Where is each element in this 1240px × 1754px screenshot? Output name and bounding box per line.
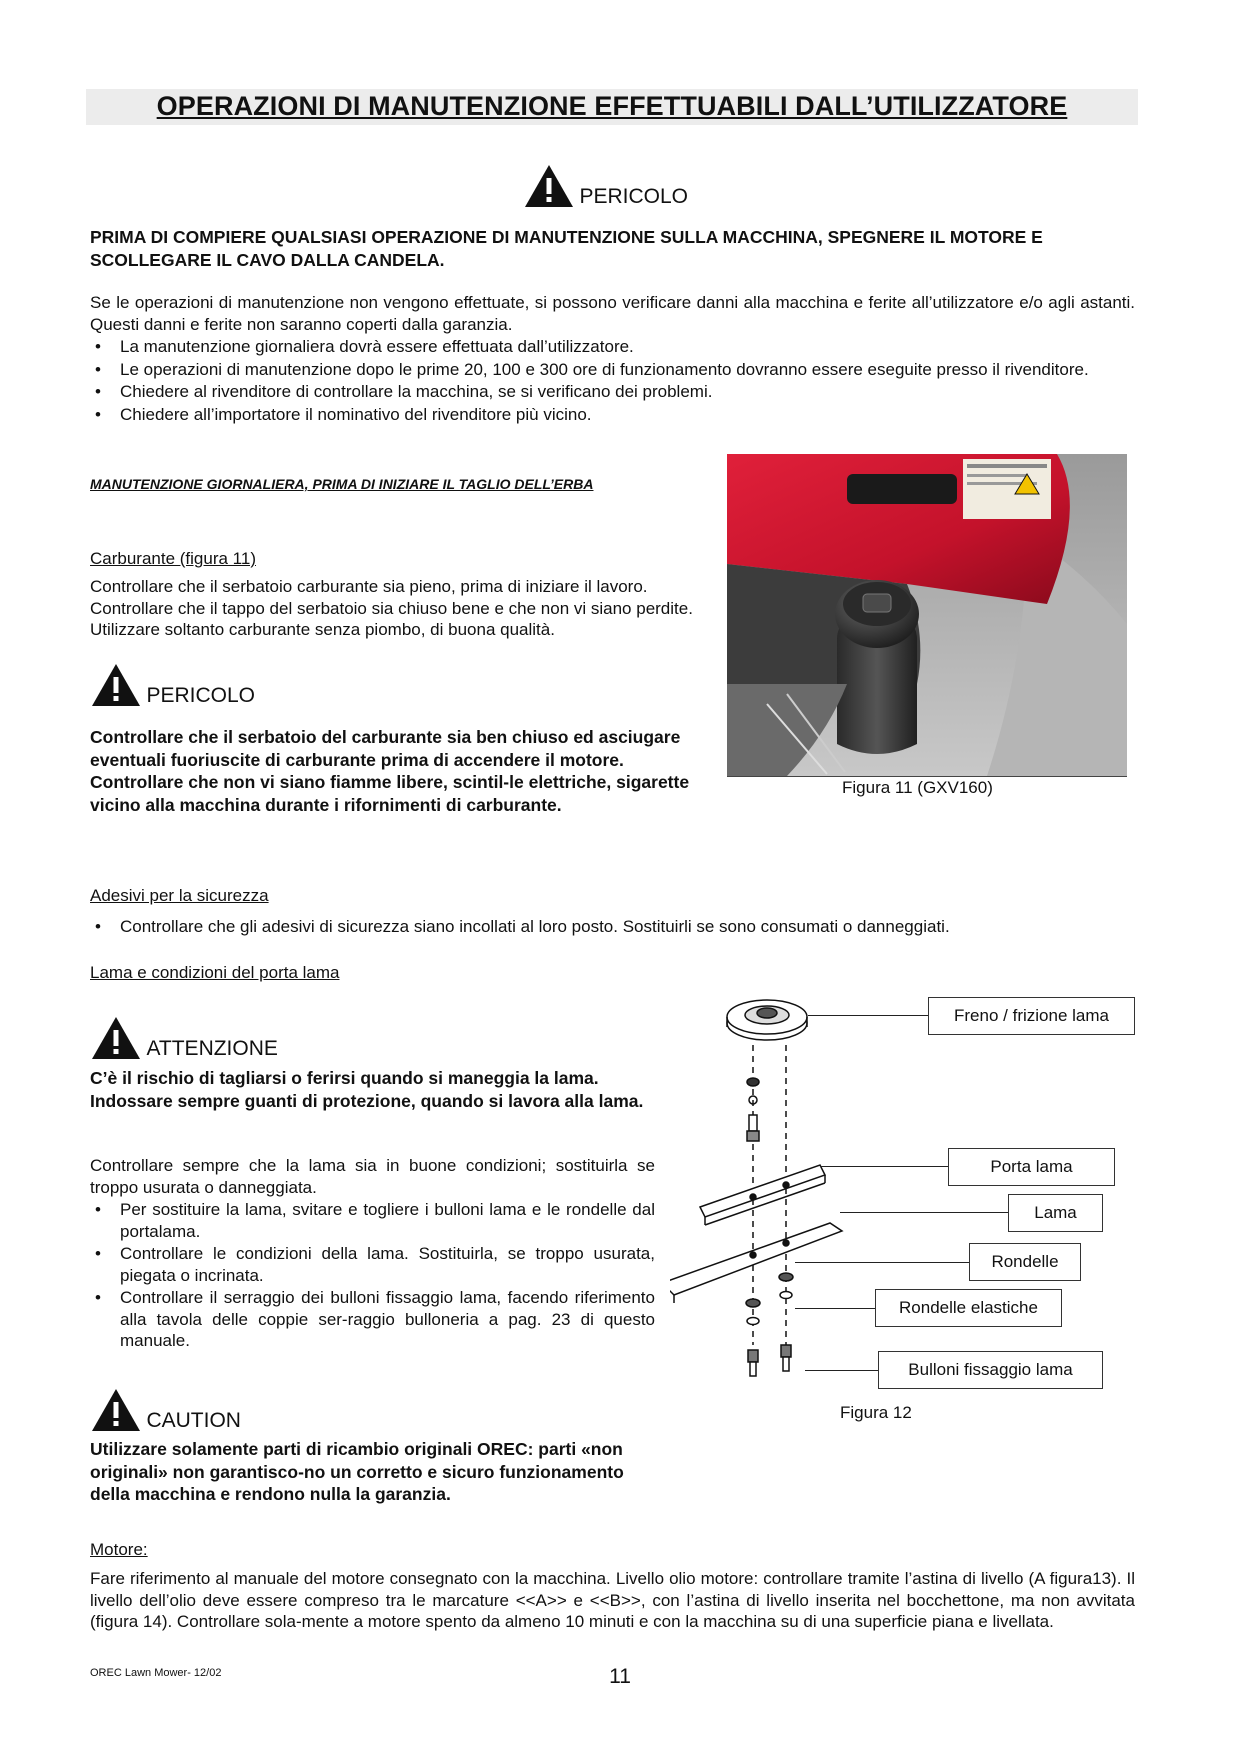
label-brake-clutch: Freno / frizione lama xyxy=(928,997,1135,1035)
intro-paragraph: Se le operazioni di manutenzione non vengono effettuate, si possono verificare danni alla macchina e ferite all’utilizzatore e/o agli astanti. Questi danni e ferite non saranno coperti dalla garanzia. xyxy=(90,293,1135,334)
label-washers: Rondelle xyxy=(969,1243,1081,1281)
daily-maintenance-heading: MANUTENZIONE GIORNALIERA, PRIMA DI INIZIARE IL TAGLIO DELL’ERBA xyxy=(90,476,594,492)
warning-triangle-icon xyxy=(90,1015,142,1061)
blade-bullet-list xyxy=(90,1199,655,1353)
list-item: • Controllare il serraggio dei bulloni fissaggio lama, facendo riferimento alla tavola delle coppie ser-raggio bulloneria a pag. 23 di questo manuale. xyxy=(90,1287,655,1352)
list-item: • Chiedere all’importatore il nominativo del rivenditore più vicino. xyxy=(90,404,1135,426)
figure-11-photo xyxy=(727,454,1127,776)
attention-label: ATTENZIONE xyxy=(146,1037,278,1060)
warning-triangle-icon xyxy=(523,163,575,209)
danger-heading-1 xyxy=(523,163,688,209)
list-item: • Le operazioni di manutenzione dopo le prime 20, 100 e 300 ore di funzionamento dovranno essere eseguite presso il rivenditore. xyxy=(90,359,1135,381)
list-item: • Chiedere al rivenditore di controllare la macchina, se si verificano dei problemi. xyxy=(90,381,1135,403)
engine-paragraph: Fare riferimento al manuale del motore consegnato con la macchina. Livello olio motore: controllare tramite l’astina di livello (A figura13). Il livello dell’olio deve essere compreso tra le marcature <<A>> e <<B>>, con l’astina di livello inserita nel bocchettone, ma non avvitata (figura 14). Controllare sola-mente a motore spento da almeno 10 minuti e con la macchina su di una superficie piana e livellata. xyxy=(90,1569,1135,1631)
page-title: OPERAZIONI DI MANUTENZIONE EFFETTUABILI DALL’UTILIZZATORE xyxy=(156,91,1068,121)
leader-line xyxy=(808,1015,928,1016)
fuel-paragraph: Controllare che il serbatoio carburante sia pieno, prima di iniziare il lavoro. Controllare che il tappo del serbatoio sia chiuso bene e che non vi siano perdite. Utilizzare soltanto carburante senza piombo, di buona qualità. xyxy=(90,577,693,639)
label-bolts: Bulloni fissaggio lama xyxy=(878,1351,1103,1389)
label-blade-holder: Porta lama xyxy=(948,1148,1115,1186)
danger-heading-2 xyxy=(90,662,255,708)
photo-bottom-rule xyxy=(727,776,1127,777)
warning-triangle-icon xyxy=(90,662,142,708)
leader-line xyxy=(795,1262,969,1263)
leader-line xyxy=(840,1212,1008,1213)
danger-text-1: PRIMA DI COMPIERE QUALSIASI OPERAZIONE DI MANUTENZIONE SULLA MACCHINA, SPEGNERE IL MOTORE E SCOLLEGARE IL CAVO DALLA CANDELA. xyxy=(90,227,1043,270)
label-blade: Lama xyxy=(1008,1194,1103,1232)
figure-11-caption: Figura 11 (GXV160) xyxy=(842,778,993,797)
footer-doc-id: OREC Lawn Mower- 12/02 xyxy=(90,1667,222,1679)
stickers-heading: Adesivi per la sicurezza xyxy=(90,886,269,905)
danger-text-2: Controllare che il serbatoio del carburante sia ben chiuso ed asciugare eventuali fuoriuscite di carburante prima di accendere il motore. Controllare che non vi siano fiamme libere, scintil-le elettriche, sigarette vicino alla macchina durante i rifornimenti di carburante. xyxy=(90,727,690,815)
fuel-heading: Carburante (figura 11) xyxy=(90,549,256,568)
stickers-bullet-list xyxy=(90,916,1135,939)
attention-text: C’è il rischio di tagliarsi o ferirsi quando si maneggia la lama. Indossare sempre guanti di protezione, quando si lavora alla lama. xyxy=(90,1068,644,1111)
engine-fuel-cap-photo xyxy=(727,454,1127,776)
danger-label: PERICOLO xyxy=(146,684,255,707)
intro-bullet-list xyxy=(90,336,1135,426)
caution-heading xyxy=(90,1387,241,1433)
leader-line xyxy=(820,1166,948,1167)
blade-paragraph: Controllare sempre che la lama sia in buone condizioni; sostituirla se troppo usurata o danneggiata. xyxy=(90,1156,655,1197)
blade-assembly-diagram xyxy=(670,985,850,1405)
warning-triangle-icon xyxy=(90,1387,142,1433)
list-item: • La manutenzione giornaliera dovrà essere effettuata dall’utilizzatore. xyxy=(90,336,1135,358)
engine-heading: Motore: xyxy=(90,1540,148,1559)
blade-heading: Lama e condizioni del porta lama xyxy=(90,963,340,982)
list-item: • Per sostituire la lama, svitare e togliere i bulloni lama e le rondelle dal portalama. xyxy=(90,1199,655,1242)
caution-label: CAUTION xyxy=(146,1409,241,1432)
attention-heading xyxy=(90,1015,278,1061)
list-item: • Controllare le condizioni della lama. Sostituirla, se troppo usurata, piegata o incrinata. xyxy=(90,1243,655,1286)
figure-12-caption: Figura 12 xyxy=(840,1403,912,1422)
leader-line xyxy=(795,1308,875,1309)
danger-label: PERICOLO xyxy=(579,185,688,208)
leader-line xyxy=(805,1370,878,1371)
caution-text: Utilizzare solamente parti di ricambio originali OREC: parti «non originali» non garantisco-no un corretto e sicuro funzionamento della macchina e rendono nulla la garanzia. xyxy=(90,1439,624,1504)
page-number: 11 xyxy=(609,1665,631,1688)
list-item: • Controllare che gli adesivi di sicurezza siano incollati al loro posto. Sostituirli se sono consumati o danneggiati. xyxy=(90,916,1135,938)
label-spring-washers: Rondelle elastiche xyxy=(875,1289,1062,1327)
